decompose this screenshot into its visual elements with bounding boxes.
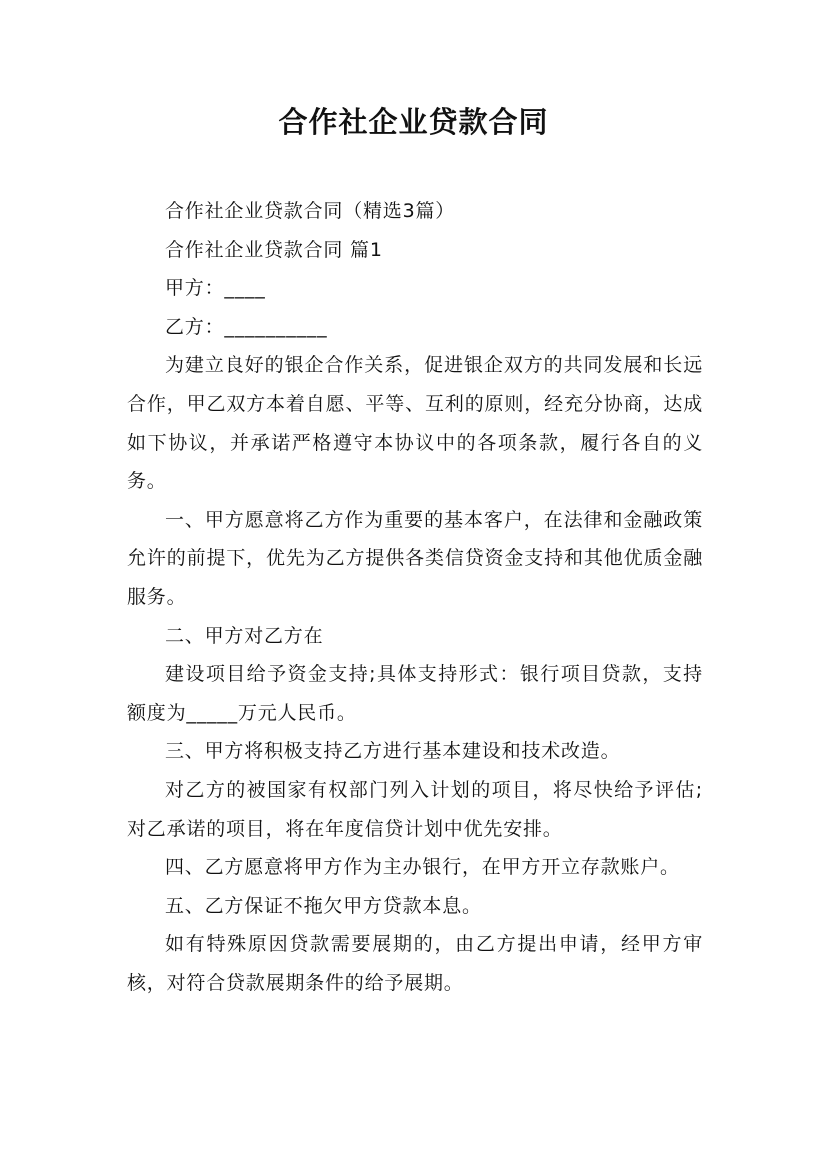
paragraph-clause-2: 二、甲方对乙方在 xyxy=(165,624,324,647)
paragraph-clause-1: 一、甲方愿意将乙方作为重要的基本客户，在法律和金融政策允许的前提下，优先为乙方提供各类信贷资金支持和其他优质金融服务。 xyxy=(127,508,703,608)
paragraph-party-b: 乙方：__________ xyxy=(165,315,328,338)
paragraph-clause-3: 三、甲方将积极支持乙方进行基本建设和技术改造。 xyxy=(165,740,621,763)
document-title: 合作社企业贷款合同 xyxy=(278,105,549,139)
paragraph-clause-2-detail: 建设项目给予资金支持;具体支持形式：银行项目贷款，支持额度为_____万元人民币。 xyxy=(127,663,703,724)
paragraph-preamble: 为建立良好的银企合作关系，促进银企双方的共同发展和长远合作，甲乙双方本着自愿、平等、互利的原则，经充分协商，达成如下协议，并承诺严格遵守本协议中的各项条款，履行各自的义务。 xyxy=(127,354,703,493)
paragraph-clause-5: 五、乙方保证不拖欠甲方贷款本息。 xyxy=(165,894,482,917)
paragraph-subtitle: 合作社企业贷款合同（精选3篇） xyxy=(165,200,456,222)
paragraph-clause-3-detail: 对乙方的被国家有权部门列入计划的项目，将尽快给予评估;对乙承诺的项目，将在年度信贷计划中优先安排。 xyxy=(127,778,703,840)
paragraph-section-heading: 合作社企业贷款合同 篇1 xyxy=(165,238,383,261)
paragraph-clause-4: 四、乙方愿意将甲方作为主办银行，在甲方开立存款账户。 xyxy=(165,856,680,879)
paragraph-party-a: 甲方：____ xyxy=(165,277,266,300)
document-body xyxy=(127,192,703,1002)
paragraph-clause-5-detail: 如有特殊原因贷款需要展期的，由乙方提出申请，经甲方审核，对符合贷款展期条件的给予展期。 xyxy=(127,933,703,994)
